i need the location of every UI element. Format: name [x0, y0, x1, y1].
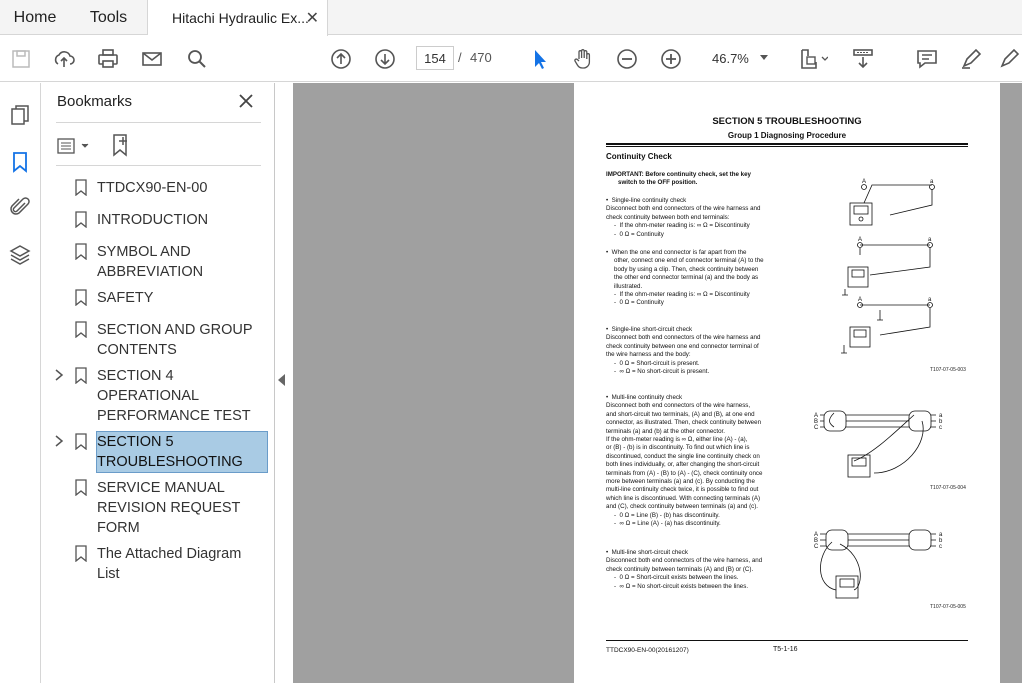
- single-line-diagram: [830, 175, 970, 365]
- bookmarks-panel: [41, 83, 275, 683]
- page-number-input[interactable]: 154: [416, 46, 454, 70]
- text-line: - 0 Ω = Line (B) - (b) has discontinuity.: [614, 511, 720, 519]
- page-separator: /: [458, 50, 462, 65]
- important-line: IMPORTANT: Before continuity check, set the key: [606, 171, 751, 178]
- text-span: If the ohm-meter reading is: ∞ Ω = Discontinuity: [619, 291, 750, 299]
- bookmark-flag-icon: [75, 367, 87, 384]
- multi-line-short-circuit: [606, 549, 784, 591]
- multi-line-continuity: [606, 394, 784, 529]
- text-line: terminals (a) and (b) at the other connector.: [606, 427, 725, 435]
- close-icon[interactable]: [237, 92, 255, 110]
- bookmark-flag-icon: [75, 545, 87, 562]
- far-apart-continuity: [606, 249, 784, 308]
- text-line: which line is discontinued. With connecting terminals (A): [606, 494, 761, 502]
- page-total: 470: [470, 50, 492, 65]
- tab-document-label: Hitachi Hydraulic Ex...: [172, 10, 309, 26]
- multi-line-short-circuit-diagram: [814, 526, 974, 604]
- text-span: 0 Ω = Short-circuit is present.: [619, 359, 700, 367]
- text-line: more between terminals (a) and (c). By conducting the: [606, 478, 755, 486]
- text-line: Disconnect both end connectors of the wire harness, and: [606, 557, 763, 565]
- important-note: [606, 171, 784, 188]
- footer-rule: [606, 640, 968, 641]
- text-span: ∞ Ω = No short-circuit exists between the lines.: [619, 582, 749, 590]
- zoom-select[interactable]: [700, 46, 774, 70]
- bookmark-flag-icon: [75, 289, 87, 306]
- text-line: other, connect one end of connector terminal (A) to the: [614, 257, 764, 265]
- figure-id: T107-07-05-003: [930, 367, 966, 373]
- terminal-label: b: [939, 538, 943, 544]
- terminal-label: C: [814, 544, 819, 550]
- terminal-label: C: [814, 425, 819, 431]
- important-line: switch to the OFF position.: [618, 179, 698, 187]
- text-line: Disconnect both end connectors of the wire harness,: [606, 402, 751, 410]
- comment-icon[interactable]: [912, 44, 942, 74]
- text-line: - ∞ Ω = No short-circuit is present.: [614, 368, 710, 376]
- bookmark-flag-icon: [75, 321, 87, 338]
- toolbar: [0, 36, 1022, 82]
- text-span: ∞ Ω = Line (A) - (a) has discontinuity.: [619, 520, 721, 528]
- bookmark-label: TTDCX90-EN-00: [97, 180, 208, 196]
- text-line: terminals from (A) - (B) to (A) - (C), check continuity once: [606, 469, 763, 477]
- bookmark-label: SAFETY: [97, 290, 154, 306]
- text-line: connector, as illustrated. Then, check continuity between: [606, 419, 762, 427]
- bullet-text: Single-line continuity check: [611, 197, 687, 204]
- hand-icon[interactable]: [568, 44, 598, 74]
- terminal-label: c: [939, 425, 942, 431]
- tab-document[interactable]: [148, 0, 328, 36]
- bullet-text: Multi-line continuity check: [611, 394, 683, 401]
- tab-bar: [0, 0, 1022, 35]
- bullet-title: • Multi-line short-circuit check: [606, 549, 688, 556]
- collapse-panel-icon[interactable]: [278, 374, 285, 386]
- bookmark-label: SECTION 5 TROUBLESHOOTING: [97, 432, 267, 472]
- bookmark-icon[interactable]: [8, 150, 32, 174]
- zoom-value: 46.7%: [712, 50, 749, 66]
- page-up-icon[interactable]: [326, 44, 356, 74]
- text-line: - 0 Ω = Short-circuit exists between the lines.: [614, 574, 739, 582]
- text-line: - 0 Ω = Continuity: [614, 230, 664, 238]
- terminal-label: B: [814, 419, 819, 425]
- terminal-label: a: [928, 297, 932, 303]
- divider: [56, 122, 261, 123]
- terminal-label: A: [814, 413, 819, 419]
- bookmark-label: INTRODUCTION: [97, 212, 209, 228]
- text-line: the other end connector terminal (a) and the body as: [614, 274, 759, 282]
- bookmark-flag-icon: [75, 179, 87, 196]
- terminal-label: b: [939, 419, 943, 425]
- figure-id: T107-07-05-005: [930, 604, 966, 610]
- attachment-icon[interactable]: [8, 195, 32, 219]
- bookmark-label: SECTION AND GROUP CONTENTS: [97, 322, 253, 358]
- text-line: - If the ohm-meter reading is: ∞ Ω = Discontinuity: [614, 222, 750, 230]
- text-line: • When the one end connector is far apart from the: [606, 249, 747, 256]
- save-icon[interactable]: [6, 44, 36, 74]
- close-tab-icon[interactable]: ✕: [305, 10, 319, 27]
- text-line: Disconnect both end connectors of the wire harness and: [606, 334, 761, 342]
- print-icon[interactable]: [93, 44, 123, 74]
- terminal-label: B: [814, 538, 819, 544]
- bookmark-label: The Attached Diagram List: [97, 546, 242, 582]
- terminal-label: c: [939, 544, 942, 550]
- scroll-mode-icon[interactable]: [848, 44, 878, 74]
- sign-icon[interactable]: [996, 44, 1022, 74]
- text-span: 0 Ω = Continuity: [619, 299, 664, 307]
- panel-title: Bookmarks: [57, 93, 133, 110]
- text-line: body by using a clip. Then, check continuity between: [614, 265, 759, 273]
- layers-icon[interactable]: [8, 243, 32, 267]
- text-line: - ∞ Ω = Line (A) - (a) has discontinuity.: [614, 520, 721, 528]
- text-span: If the ohm-meter reading is: ∞ Ω = Discontinuity: [619, 222, 750, 230]
- bookmark-label: SYMBOL AND ABBREVIATION: [97, 244, 204, 280]
- terminal-label: A: [814, 532, 819, 538]
- bullet-title: • Single-line short-circuit check: [606, 326, 693, 333]
- bookmark-flag-icon: [75, 433, 87, 450]
- text-line: check continuity between terminals (A) and (B) or (C).: [606, 565, 754, 573]
- text-line: - 0 Ω = Continuity: [614, 299, 664, 307]
- divider: [56, 165, 261, 166]
- email-icon[interactable]: [137, 44, 167, 74]
- terminal-label: A: [862, 179, 867, 185]
- bullet-text: Single-line short-circuit check: [611, 326, 693, 333]
- text-line: multi-line continuity check twice, it is possible to find out: [606, 486, 759, 494]
- navigation-rail: [0, 83, 41, 683]
- footer-page-number: T5-1-16: [773, 646, 798, 653]
- bookmark-flag-icon: [75, 243, 87, 260]
- bookmark-flag-icon: [75, 479, 87, 496]
- new-bookmark-icon[interactable]: [109, 133, 133, 157]
- text-line: both lines individually, or, after changing the short-circuit: [606, 461, 760, 469]
- text-line: and (C), check continuity between terminals (a) and (c).: [606, 503, 759, 511]
- pages-icon[interactable]: [8, 103, 32, 127]
- terminal-label: a: [939, 413, 943, 419]
- single-line-short-circuit: [606, 326, 784, 376]
- terminal-label: a: [939, 532, 943, 538]
- document-viewport[interactable]: [293, 83, 1022, 683]
- text-span: 0 Ω = Short-circuit exists between the lines.: [619, 574, 739, 582]
- text-span: 0 Ω = Continuity: [619, 230, 664, 238]
- chevron-right-icon[interactable]: [53, 368, 65, 382]
- multi-line-continuity-diagram: [814, 403, 974, 485]
- text-span: ∞ Ω = No short-circuit is present.: [619, 368, 710, 376]
- header-rule: [606, 143, 968, 145]
- bookmark-label: SERVICE MANUAL REVISION REQUEST FORM: [97, 480, 241, 536]
- highlight-pen-icon[interactable]: [956, 44, 986, 74]
- fit-page-icon[interactable]: [792, 44, 832, 74]
- text-span: 0 Ω = Line (B) - (b) has discontinuity.: [619, 511, 720, 519]
- heading: Continuity Check: [606, 152, 672, 161]
- footer-left: TTDCX90-EN-00(20161207): [606, 647, 689, 654]
- upload-icon[interactable]: [49, 44, 79, 74]
- pdf-page: [574, 83, 1000, 683]
- text-line: the wire harness and the body:: [606, 351, 691, 359]
- tab-home[interactable]: Home: [13, 8, 57, 26]
- text-line: - If the ohm-meter reading is: ∞ Ω = Discontinuity: [614, 291, 750, 299]
- text-span: When the one end connector is far apart from the: [611, 249, 747, 256]
- terminal-label: a: [928, 237, 932, 243]
- text-line: illustrated.: [614, 282, 643, 290]
- terminal-label: A: [858, 297, 863, 303]
- tab-tools[interactable]: Tools: [70, 0, 148, 35]
- text-line: check continuity between one end connector terminal of: [606, 342, 759, 350]
- text-line: check continuity between both end terminals:: [606, 213, 730, 221]
- text-line: or (B) - (b) is in discontinuity. To find out which line is: [606, 444, 750, 452]
- bullet-title: • Single-line continuity check: [606, 197, 687, 204]
- header-rule: [606, 146, 968, 147]
- text-line: and short-circuit two terminals, (A) and (B), at one end: [606, 410, 755, 418]
- zoom-out-icon[interactable]: [612, 44, 642, 74]
- select-cursor-icon[interactable]: [525, 44, 555, 74]
- text-line: If the ohm-meter reading is ∞ Ω, either line (A) - (a),: [606, 436, 748, 444]
- chevron-down-icon: [760, 55, 768, 60]
- single-line-continuity: [606, 197, 784, 239]
- options-menu-icon[interactable]: [57, 135, 91, 157]
- bullet-text: Multi-line short-circuit check: [611, 549, 688, 556]
- search-zoom-icon[interactable]: [182, 44, 212, 74]
- bullet-title: • Multi-line continuity check: [606, 394, 683, 401]
- text-line: - 0 Ω = Short-circuit is present.: [614, 359, 700, 367]
- zoom-in-icon[interactable]: [656, 44, 686, 74]
- section-title: SECTION 5 TROUBLESHOOTING: [712, 116, 862, 127]
- figure-id: T107-07-05-004: [930, 485, 966, 491]
- text-line: - ∞ Ω = No short-circuit exists between the lines.: [614, 582, 749, 590]
- bookmark-label: SECTION 4 OPERATIONAL PERFORMANCE TEST: [97, 368, 251, 424]
- page-down-icon[interactable]: [370, 44, 400, 74]
- text-line: Disconnect both end connectors of the wire harness and: [606, 205, 761, 213]
- terminal-label: A: [858, 237, 863, 243]
- terminal-label: a: [930, 179, 934, 185]
- bookmark-flag-icon: [75, 211, 87, 228]
- group-title: Group 1 Diagnosing Procedure: [727, 131, 847, 140]
- text-line: discontinued, conduct the single line continuity check on: [606, 452, 760, 460]
- chevron-right-icon[interactable]: [53, 434, 65, 448]
